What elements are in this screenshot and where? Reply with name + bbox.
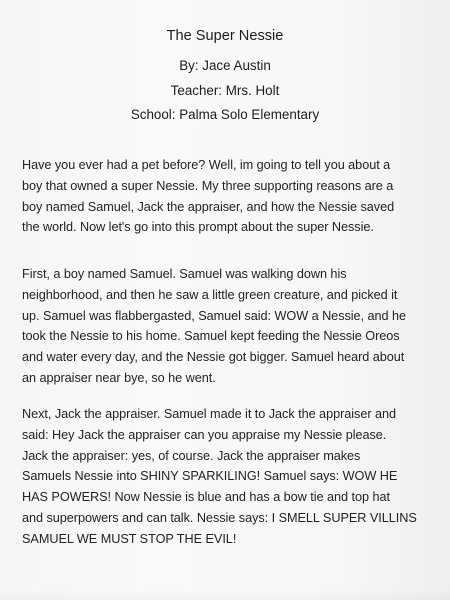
document-title: The Super Nessie — [166, 28, 284, 44]
teacher-line: Teacher: Mrs. Holt — [170, 83, 280, 98]
paragraph-second-reason: Next, Jack the appraiser. Samuel made it to Jack the appraiser and said: Hey Jack the appraiser can you appraise my Nessie please. Jack the appraiser: yes, of course. Jack the appraiser makes Samuels Nessie into SHINY SPARKILING! Samuel says: WOW HE HAS POWERS! Now Nessie is blue and has a bow tie and top hat and superpowers and can talk. Nessie says: I SMELL SUPER VILLINS SAMUEL WE MUST STOP THE EVIL! — [22, 407, 417, 546]
paper-bottom-edge — [0, 590, 450, 600]
paragraph-introduction: Have you ever had a pet before? Well, im going to tell you about a boy that owned a super Nessie. My three supporting reasons are a boy named Samuel, Jack the appraiser, and how the Nessie saved the world. Now let's go into this prompt about the super Nessie. — [22, 158, 395, 235]
paragraph-first-reason: First, a boy named Samuel. Samuel was walking down his neighborhood, and then he saw a little green creature, and picked it up. Samuel was flabbergasted, Samuel said: WOW a Nessie, and he took the Nessie to his home. Samuel kept feeding the Nessie Oreos and water every day, and the Nessie got bigger. Samuel heard about an appraiser near bye, so he went. — [22, 267, 407, 385]
author-line: By: Jace Austin — [179, 58, 271, 73]
school-line: School: Palma Solo Elementary — [130, 107, 320, 122]
